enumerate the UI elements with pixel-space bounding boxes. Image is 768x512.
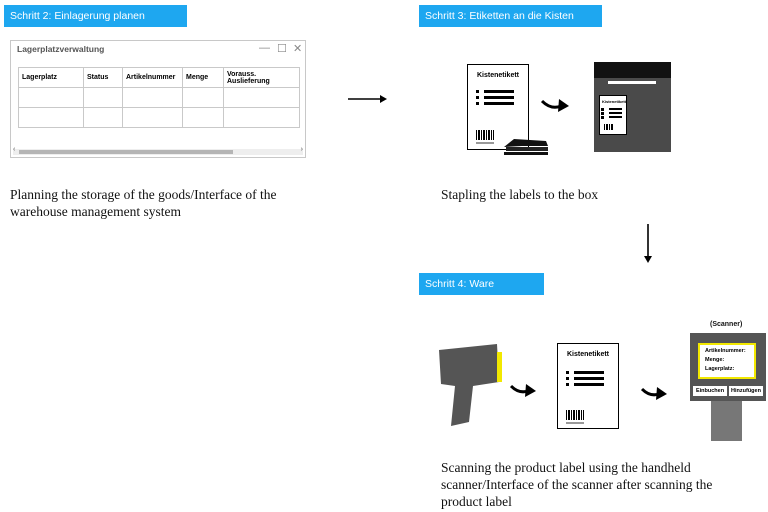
scanner-screen: [698, 343, 756, 379]
hinzufuegen-button[interactable]: Hinzufügen: [729, 386, 763, 396]
curved-arrow-icon: [641, 385, 669, 403]
einbuchen-button[interactable]: Einbuchen: [693, 386, 727, 396]
table-header-row: [19, 68, 300, 88]
storage-table: [18, 67, 300, 128]
arrow-down-icon: [642, 224, 654, 264]
label-title: Kistenetikett: [567, 351, 610, 358]
field-artikelnummer: Artikelnummer:: [705, 348, 746, 354]
close-icon[interactable]: ✕: [293, 43, 303, 55]
scanner-handle: [711, 401, 742, 441]
table-row[interactable]: [19, 108, 300, 128]
col-auslieferung: Vorauss. Auslieferung: [224, 68, 300, 88]
stapled-label-title: Kistenetikett: [602, 99, 627, 104]
planning-caption: [10, 186, 330, 220]
label-lines-icon: [484, 90, 514, 108]
scanning-caption-line-3: product label: [441, 494, 512, 509]
planning-caption-line-1: Planning the storage of the goods/Interface of the: [10, 187, 277, 202]
field-lagerplatz: Lagerplatz:: [705, 366, 735, 372]
minimize-icon[interactable]: —: [259, 42, 270, 54]
scroll-left-icon[interactable]: ‹: [13, 146, 16, 153]
storage-box: [594, 62, 671, 152]
field-menge: Menge:: [705, 357, 725, 363]
label-title: Kistenetikett: [477, 72, 520, 79]
step-2-banner: Schritt 2: Einlagerung planen: [4, 5, 187, 27]
barcode-icon: [604, 124, 614, 130]
barcode-icon: [566, 410, 584, 420]
scroll-right-icon[interactable]: ›: [300, 146, 303, 153]
maximize-icon[interactable]: ☐: [277, 43, 287, 55]
label-lines-icon: [574, 371, 604, 389]
scanner-device: [690, 333, 766, 401]
box-lid: [594, 62, 671, 78]
handheld-scanner-icon: [437, 342, 509, 428]
box-handle: [608, 81, 656, 84]
window-title: Lagerplatzverwaltung: [17, 44, 105, 54]
step-4-banner: Schritt 4: Ware einbuchen: [419, 273, 544, 295]
scanning-caption-line-1: Scanning the product label using the handheld: [441, 460, 691, 475]
curved-arrow-icon: [541, 96, 571, 116]
col-status: Status: [84, 68, 123, 88]
scanning-caption-line-2: scanner/Interface of the scanner after scanning the: [441, 477, 713, 492]
barcode-caption: [566, 422, 584, 424]
stapled-label: [599, 95, 627, 135]
col-menge: Menge: [183, 68, 224, 88]
arrow-right-icon: [348, 93, 388, 105]
barcode-caption: [476, 142, 494, 144]
stapling-caption: Stapling the labels to the box: [441, 187, 599, 202]
stapler-icon: [502, 133, 550, 157]
warehouse-window: [10, 40, 306, 158]
scanner-heading: (Scanner): [710, 321, 743, 328]
horizontal-scrollbar[interactable]: [13, 146, 303, 155]
planning-caption-line-2: warehouse management system: [10, 204, 181, 219]
col-artikelnummer: Artikelnummer: [123, 68, 183, 88]
product-label-sheet: [557, 343, 619, 429]
curved-arrow-icon: [510, 382, 538, 400]
label-lines-icon: [609, 108, 622, 121]
table-row[interactable]: [19, 88, 300, 108]
scrollbar-thumb[interactable]: [19, 150, 233, 154]
col-lagerplatz: Lagerplatz: [19, 68, 84, 88]
scanning-caption: [441, 459, 761, 510]
step-3-banner: Schritt 3: Etiketten an die Kisten tackern: [419, 5, 602, 27]
barcode-icon: [476, 130, 494, 140]
